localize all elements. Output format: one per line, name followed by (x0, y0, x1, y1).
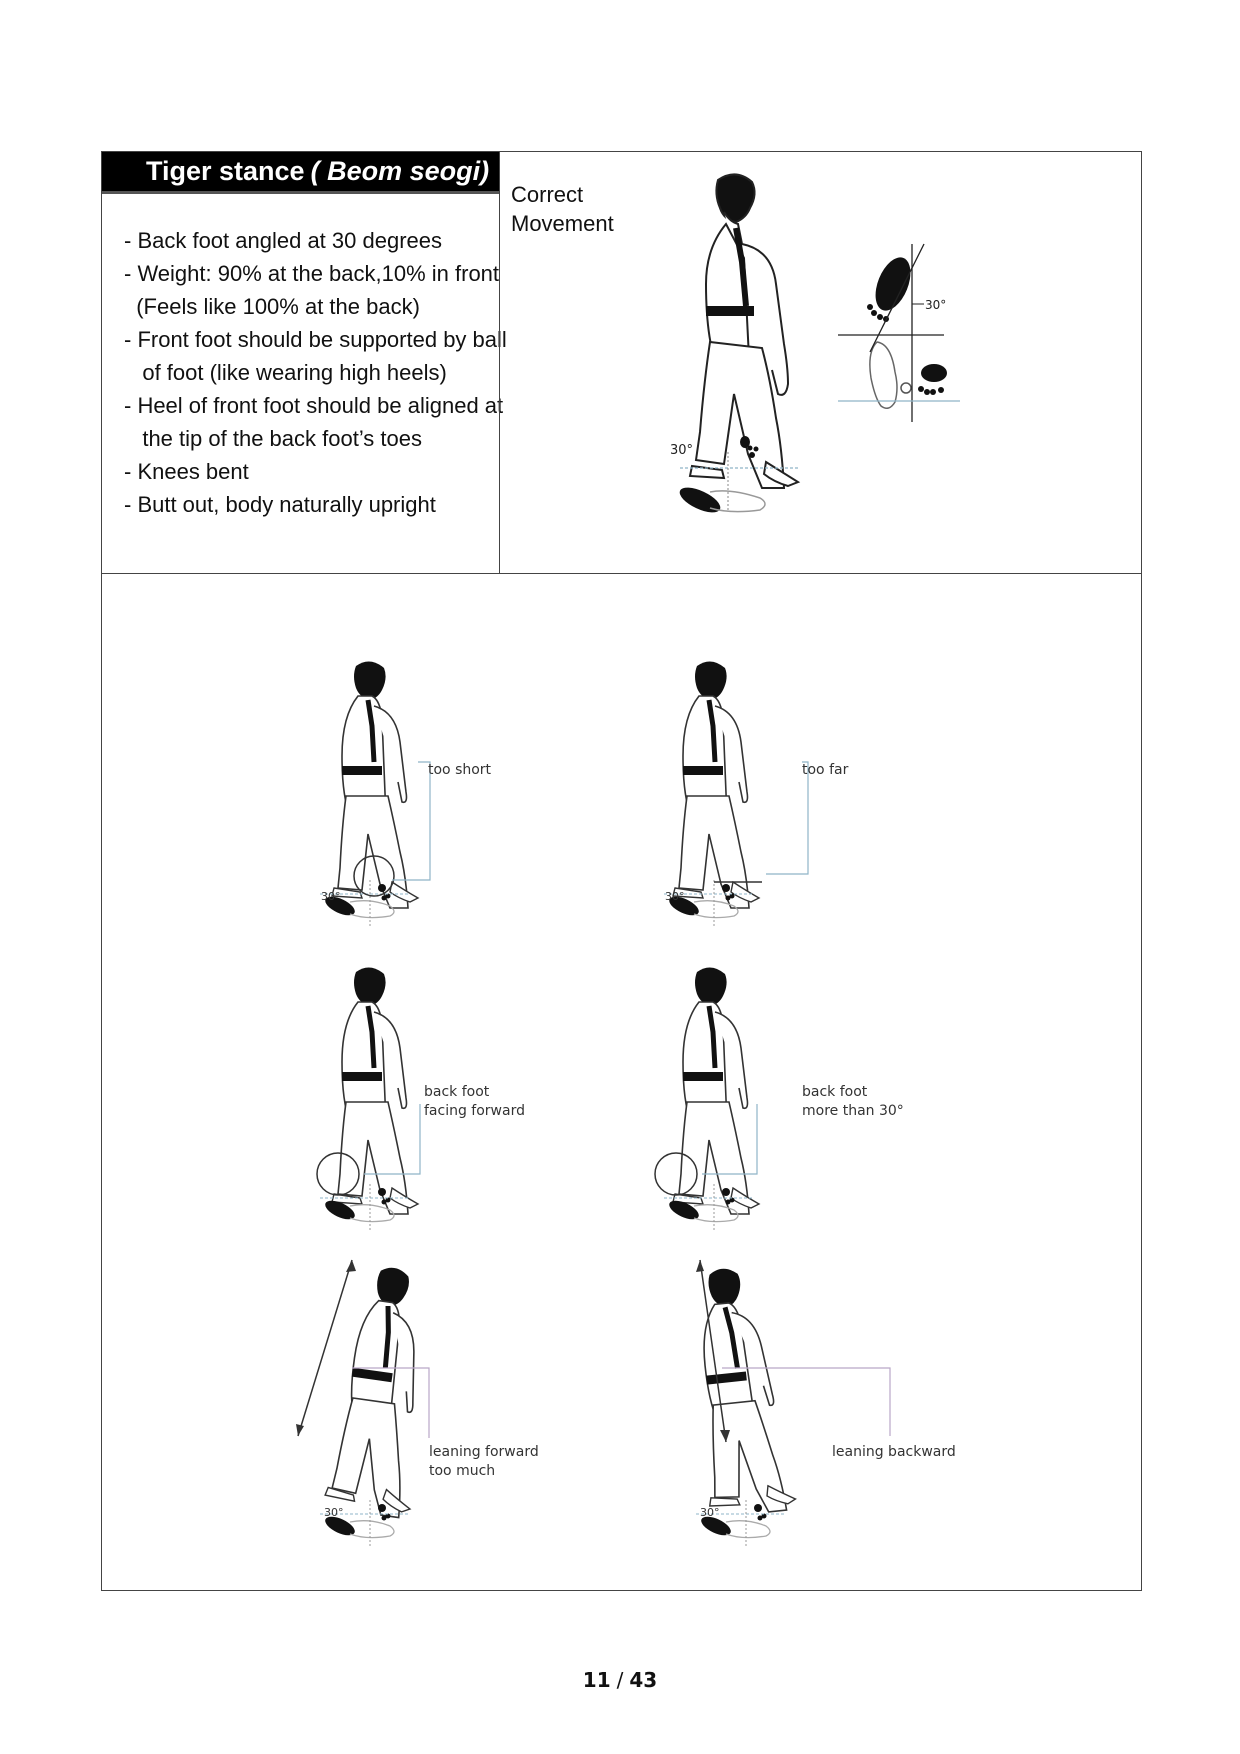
mistake-too-short (320, 661, 492, 926)
point-item: - Heel of front foot should be aligned at (124, 393, 504, 418)
mistake-angle: 30° (321, 890, 341, 903)
mistake-leaning-backward (685, 1260, 956, 1546)
mistake-label: back foot (424, 1084, 490, 1100)
point-item: - Butt out, body naturally upright (124, 492, 436, 517)
page-current: 11 (582, 1668, 611, 1692)
correct-movement-cell (499, 151, 1142, 574)
common-mistakes-cell (101, 573, 1142, 1591)
mistake-label: too much (429, 1463, 496, 1479)
point-item: - Weight: 90% at the back,10% in front (124, 261, 500, 286)
stance-korean-name: ( Beom seogi) (310, 156, 490, 186)
caption-line: Correct (511, 182, 584, 207)
mistake-leaning-forward (296, 1260, 539, 1546)
point-item: (Feels like 100% at the back) (124, 294, 420, 319)
foot-angle-diagram (838, 244, 960, 422)
mistake-label: facing forward (424, 1103, 525, 1119)
stance-description-cell (101, 151, 507, 574)
mistake-label: leaning backward (832, 1444, 956, 1460)
stance-points-list (124, 224, 507, 521)
point-item: - Front foot should be supported by ball (124, 327, 507, 352)
mistake-back-foot-over-30 (655, 967, 904, 1230)
mistake-label: too short (428, 762, 492, 778)
point-item: - Knees bent (124, 459, 249, 484)
point-item: - Back foot angled at 30 degrees (124, 228, 442, 253)
point-item: of foot (like wearing high heels) (124, 360, 447, 385)
mistakes-illustration (102, 574, 1141, 1590)
caption-line: Movement (511, 211, 614, 236)
correct-stance-illustration (500, 152, 1141, 573)
mistake-too-far (664, 661, 849, 926)
correct-angle-label: 30° (925, 298, 947, 312)
page-separator: / (616, 1668, 624, 1692)
page-total: 43 (629, 1668, 658, 1692)
page-number (0, 1668, 1240, 1692)
correct-angle-small: 30° (670, 443, 694, 458)
mistake-back-foot-forward (317, 967, 525, 1230)
mistake-label: leaning forward (429, 1444, 539, 1460)
stance-title-bar (102, 152, 499, 194)
mistake-angle: 30° (665, 890, 685, 903)
stance-title: Tiger stance (146, 156, 305, 186)
mistake-label: more than 30° (802, 1103, 904, 1119)
mistake-angle: 30° (324, 1506, 344, 1519)
point-item: the tip of the back foot’s toes (124, 426, 422, 451)
mistake-label: too far (802, 762, 849, 778)
mistake-label: back foot (802, 1084, 868, 1100)
mistake-angle: 30° (700, 1506, 720, 1519)
